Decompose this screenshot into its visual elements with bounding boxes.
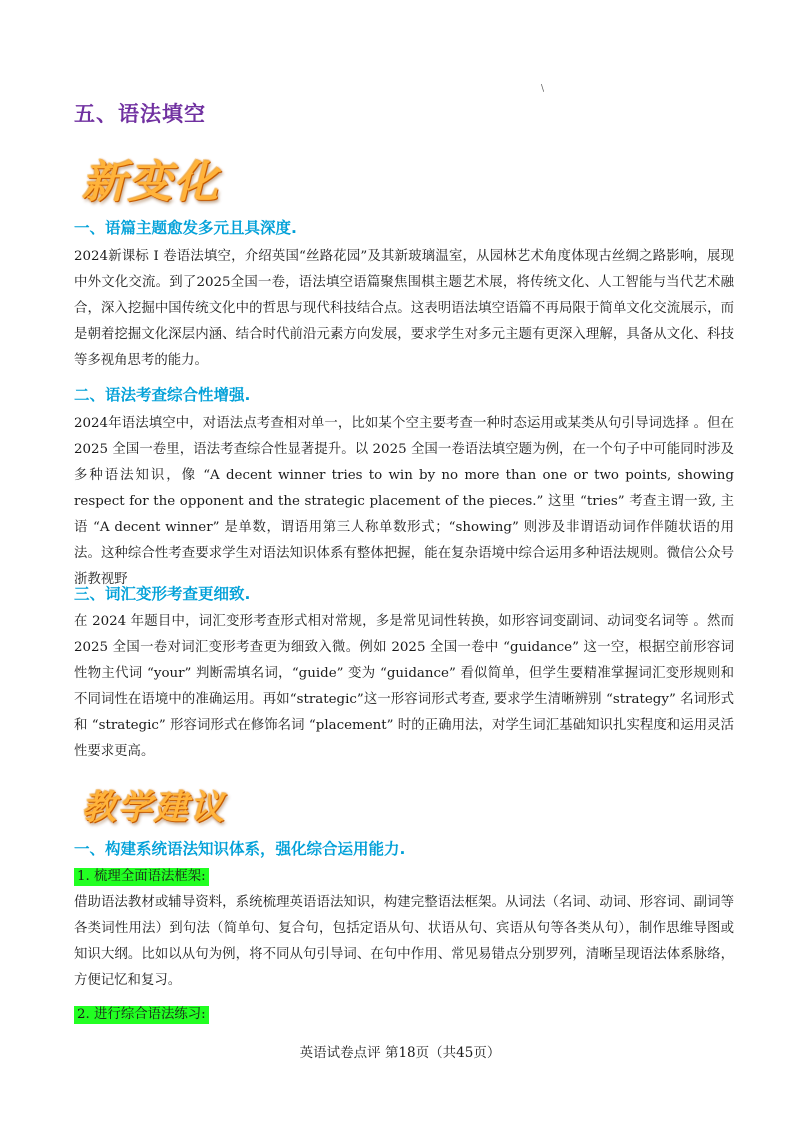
art-title-new-changes: 新变化 — [82, 157, 220, 208]
heading-grammar-integration: 二、语法考查综合性增强. — [74, 386, 251, 404]
corner-mark: \ — [541, 84, 545, 94]
paragraph-vocabulary-forms: 在 2024 年题目中，词汇变形考查形式相对常规，多是常见词性转换，如形容词变副词、动词变名词等 。然而 2025 全国一卷对词汇变形考查更为细致入微。例如 2025 全国一卷中 “guidance” 这一空，根据空前形容词性物主代词 “your” 判断需填名词，“guide” 变为 “guidance” 看似简单，但学生要精准掌握词汇变形规则和不同词性在语境中的准确运用。再如“strategic”这一形容词形式考查, 要求学生清晰辨别 “strategy” 名词形式和 “strategic” 形容词形式在修饰名词 “placement” 时的正确用法，对学生词汇基础知识扎实程度和运用灵活性要求更高。 — [74, 614, 734, 759]
heading-theme-diversity: 一、语篇主题愈发多元且具深度. — [74, 219, 297, 237]
page-footer: 英语试卷点评 第18页（共45页） — [299, 1045, 501, 1061]
paragraph-grammar-framework: 借助语法教材或辅导资料，系统梳理英语语法知识，构建完整语法框架。从词法（名词、动词、形容词、副词等各类词性用法）到句法（简单句、复合句，包括定语从句、状语从句、宾语从句等各类从句），制作思维导图或知识大纲。比如以从句为例，将不同从句引导词、在句中作用、常见易错点分别罗列，清晰呈现语法体系脉络，方便记忆和复习。 — [74, 895, 734, 988]
paragraph-theme-diversity: 2024新课标 I 卷语法填空，介绍英国“丝路花园”及其新玻璃温室，从园林艺术角度体现古丝绸之路影响，展现中外文化交流。到了2025全国一卷，语法填空语篇聚焦围棋主题艺术展，将传统文化、人工智能与当代艺术融合，深入挖掘中国传统文化中的哲思与现代科技结合点。这表明语法填空语篇不再局限于简单文化交流展示，而是朝着挖掘文化深层内涵、结合时代前沿元素方向发展，要求学生对多元主题有更深入理解，具备从文化、科技等多视角思考的能力。 — [74, 249, 734, 368]
paragraph-grammar-integration: 2024年语法填空中，对语法点考查相对单一，比如某个空主要考查一种时态运用或某类从句引导词选择 。但在 2025 全国一卷里，语法考查综合性显著提升。以 2025 全国一卷语法填空题为例，在一个句子中可能同时涉及多种语法知识，像 “A decent winner tries to win by no more than one or two points, showing respect for the opponent and the strategic placement of the pieces.” 这里 “tries” 考查主谓一致, 主语 “A decent winner” 是单数，谓语用第三人称单数形式；“showing” 则涉及非谓语动词作伴随状语的用法。这种综合性考查要求学生对语法知识体系有整体把握，能在复杂语境中综合运用多种语法规则。微信公众号 浙教视野 — [74, 416, 734, 587]
section-title: 五、语法填空 — [74, 102, 206, 126]
heading-grammar-system: 一、构建系统语法知识体系，强化综合运用能力. — [74, 840, 406, 858]
highlight-grammar-framework: 1. 梳理全面语法框架: — [74, 868, 209, 886]
art-title-teaching-advice: 教学建议 — [82, 788, 226, 828]
heading-vocabulary-forms: 三、词汇变形考查更细致. — [74, 585, 251, 603]
highlight-comprehensive-practice: 2. 进行综合语法练习: — [74, 1006, 209, 1024]
